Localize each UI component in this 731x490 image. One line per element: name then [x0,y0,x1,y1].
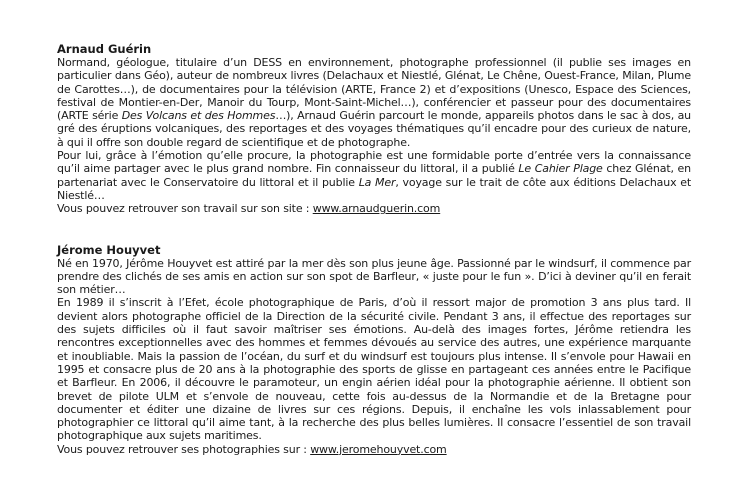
bio-jerome-houyvet [57,243,691,456]
bio-paragraph [57,56,691,149]
website-line [57,443,691,456]
bio-text-italic: Le Cahier Plage [518,162,603,176]
bio-text-italic: Des Volcans et des Hommes [121,109,276,123]
bio-paragraph [57,149,691,202]
website-prefix: Vous pouvez retrouver son travail sur son site : [57,202,313,216]
bio-text: , voyage sur le trait de côte aux éditions Delachaux et Niestlé… [57,175,692,202]
website-link[interactable]: www.jeromehouyvet.com [310,442,447,456]
bio-text: …), Arnaud Guérin parcourt le monde, appareils photos dans le sac à dos, au gré des éruptions volcaniques, des reportages et des voyages thématiques qu’il encadre pour des curieux de nature, à qui il offre son double regard de scientifique et de photographe. [57,109,691,149]
bio-text: chez Glénat, en partenariat avec le Conservatoire du littoral et il publie [57,162,691,189]
website-prefix: Vous pouvez retrouver ses photographies sur : [57,442,311,456]
section-spacer [57,216,691,243]
bio-text: Pour lui, grâce à l’émotion qu’elle procure, la photographie est une formidable porte d’entrée vers la connaissance qu’il aime partager avec le plus grand nombre. Fin connaisseur du littoral, il a publié [57,149,691,176]
bio-name: Jérome Houyvet [57,242,161,257]
bio-name: Arnaud Guérin [57,42,152,56]
bio-arnaud-guerin [57,42,691,216]
website-line [57,202,691,215]
bio-paragraph: En 1989 il s’inscrit à l’Efet, école photographique de Paris, d’où il ressort major de promotion 3 ans plus tard. Il devient alors photographe officiel de la Direction de la sécurité civile. Pendant 3 ans, il effectue des reportages sur des sujets difficiles où il faut savoir maîtriser ses émotions. Au-delà des images fortes, Jérôme retiendra les rencontres exceptionnelles avec des hommes et femmes dévoués au service des autres, une expérience marquante et inoubliable. Mais la passion de l’océan, du surf et du windsurf est toujours plus intense. Il s’envole pour Hawaii en 1995 et consacre plus de 20 ans à la photographie des sports de glisse en partageant ces années entre le Pacifique et Barfleur. En 2006, il découvre le paramoteur, un engin aérien idéal pour la photographie aérienne. Il obtient son brevet de pilote ULM et s’envole de nouveau, cette fois au-dessus de la Normandie et de la Bretagne pour documenter et éditer une dizaine de livres sur ces régions. Depuis, il enchaîne les vols inlassablement pour photographier ce littoral qu’il aime tant, à la recherche des plus belles lumières. Il consacre l’essentiel de son travail photographique aux sujets maritimes. [57,296,691,443]
bio-text: Normand, géologue, titulaire d’un DESS en environnement, photographe professionnel (il publie ses images en particulier dans Géo), auteur de nombreux livres (Delachaux et Niestlé, Glénat, Le Chêne, Ouest-France, Milan, Plume de Carottes…), de documentaires pour la télévision (ARTE, France 2) et d’expositions (Unesco, Espace des Sciences, festival de Montier-en-Der, Manoir du Tourp, Mont-Saint-Michel…), conférencier et passeur pour des documentaires (ARTE série [57,56,691,123]
website-link[interactable]: www.arnaudguerin.com [312,202,441,216]
bio-paragraph: Né en 1970, Jérôme Houyvet est attiré par la mer dès son plus jeune âge. Passionné par le windsurf, il commence par prendre des clichés de ses amis en action sur son spot de Barfleur, « juste pour le fun ». D’ici à deviner qu’il en ferait son métier… [57,256,691,297]
document-page [57,42,691,456]
bio-text-italic: La Mer [358,175,396,189]
